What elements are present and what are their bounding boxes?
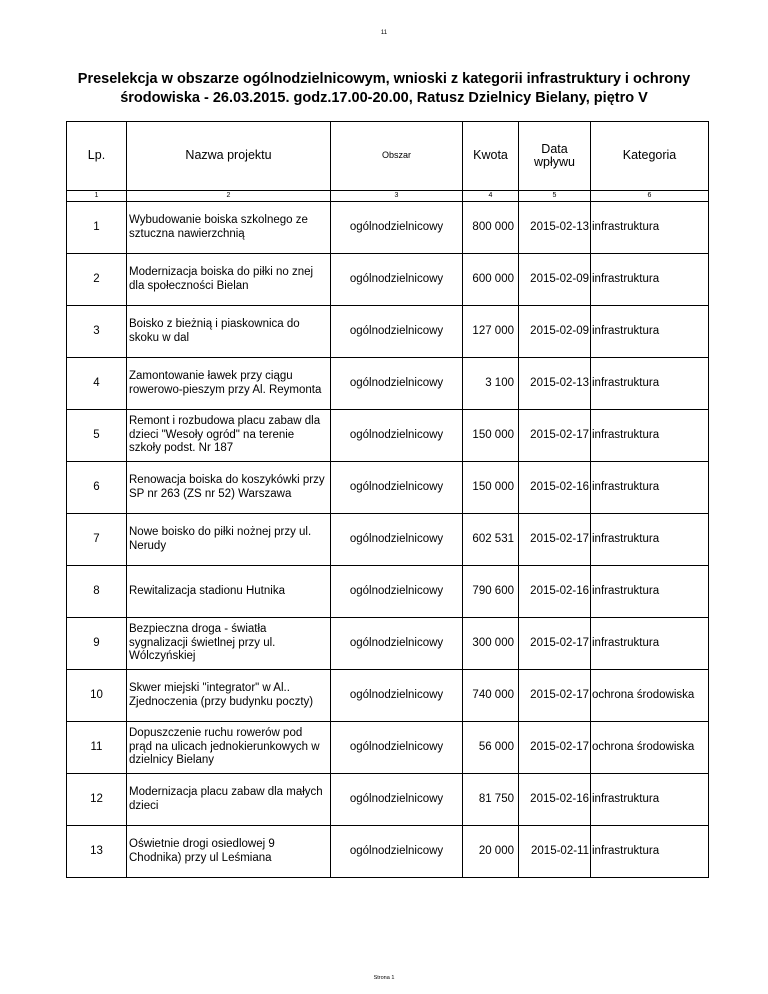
cell-amount: 127 000 [463,306,519,358]
column-number: 1 [67,191,127,202]
table-row [67,670,709,722]
cell-area: ogólnodzielnicowy [331,722,463,774]
cell-project-name: Remont i rozbudowa placu zabaw dla dzieci "Wesoły ogród" na terenie szkoły podst. Nr 187 [127,410,331,462]
cell-amount: 3 100 [463,358,519,410]
cell-category: ochrona środowiska [591,670,709,722]
cell-lp: 1 [67,202,127,254]
cell-amount: 740 000 [463,670,519,722]
cell-category: infrastruktura [591,618,709,670]
cell-area: ogólnodzielnicowy [331,826,463,878]
cell-category: infrastruktura [591,306,709,358]
cell-project-name: Boisko z bieżnią i piaskownica do skoku w dal [127,306,331,358]
cell-date: 2015-02-16 [519,774,591,826]
document-title: Preselekcja w obszarze ogólnodzielnicowym, wnioski z kategorii infrastruktury i ochrony środowiska - 26.03.2015. godz.17.00-20.00, Ratusz Dzielnicy Bielany, piętro V [77,71,691,106]
cell-lp: 8 [67,566,127,618]
cell-category: infrastruktura [591,410,709,462]
table-row [67,514,709,566]
header-lp: Lp. [67,122,127,191]
cell-project-name: Skwer miejski "integrator" w Al.. Zjednoczenia (przy budynku poczty) [127,670,331,722]
cell-project-name: Wybudowanie boiska szkolnego ze sztuczna nawierzchnią [127,202,331,254]
table-row [67,566,709,618]
table-row [67,306,709,358]
cell-area: ogólnodzielnicowy [331,514,463,566]
cell-area: ogólnodzielnicowy [331,306,463,358]
cell-category: infrastruktura [591,358,709,410]
cell-date: 2015-02-13 [519,202,591,254]
cell-project-name: Modernizacja placu zabaw dla małych dzieci [127,774,331,826]
column-number: 6 [591,191,709,202]
cell-amount: 602 531 [463,514,519,566]
cell-area: ogólnodzielnicowy [331,410,463,462]
table-row [67,254,709,306]
cell-project-name: Bezpieczna droga - światła sygnalizacji świetlnej przy ul. Wólczyńskiej [127,618,331,670]
header-name: Nazwa projektu [127,122,331,191]
cell-area: ogólnodzielnicowy [331,254,463,306]
cell-category: infrastruktura [591,774,709,826]
header-amount: Kwota [463,122,519,191]
cell-amount: 150 000 [463,462,519,514]
page-footer: Strona 1 [373,975,395,981]
cell-lp: 11 [67,722,127,774]
cell-project-name: Dopuszczenie ruchu rowerów pod prąd na ulicach jednokierunkowych w dzielnicy Bielany [127,722,331,774]
table-row [67,202,709,254]
cell-lp: 5 [67,410,127,462]
cell-amount: 150 000 [463,410,519,462]
cell-lp: 6 [67,462,127,514]
column-number: 5 [519,191,591,202]
cell-category: infrastruktura [591,462,709,514]
table-row [67,358,709,410]
cell-date: 2015-02-17 [519,514,591,566]
cell-date: 2015-02-09 [519,306,591,358]
column-number-row [67,191,709,202]
cell-category: infrastruktura [591,514,709,566]
cell-amount: 790 600 [463,566,519,618]
cell-category: infrastruktura [591,202,709,254]
cell-area: ogólnodzielnicowy [331,618,463,670]
cell-project-name: Zamontowanie ławek przy ciągu rowerowo-pieszym przy Al. Reymonta [127,358,331,410]
top-page-number: 11 [380,30,388,36]
column-number: 4 [463,191,519,202]
cell-category: ochrona środowiska [591,722,709,774]
cell-amount: 20 000 [463,826,519,878]
cell-project-name: Oświetnie drogi osiedlowej 9 Chodnika) przy ul Leśmiana [127,826,331,878]
cell-date: 2015-02-09 [519,254,591,306]
cell-lp: 10 [67,670,127,722]
cell-date: 2015-02-16 [519,462,591,514]
cell-lp: 3 [67,306,127,358]
cell-date: 2015-02-11 [519,826,591,878]
table-row [67,826,709,878]
table-row [67,774,709,826]
cell-amount: 600 000 [463,254,519,306]
cell-lp: 13 [67,826,127,878]
cell-area: ogólnodzielnicowy [331,202,463,254]
cell-category: infrastruktura [591,566,709,618]
cell-lp: 7 [67,514,127,566]
cell-date: 2015-02-17 [519,618,591,670]
cell-area: ogólnodzielnicowy [331,462,463,514]
cell-lp: 9 [67,618,127,670]
cell-category: infrastruktura [591,826,709,878]
table-row [67,618,709,670]
header-category: Kategoria [591,122,709,191]
cell-project-name: Modernizacja boiska do piłki no znej dla społeczności Bielan [127,254,331,306]
cell-lp: 4 [67,358,127,410]
cell-amount: 81 750 [463,774,519,826]
cell-amount: 800 000 [463,202,519,254]
cell-area: ogólnodzielnicowy [331,774,463,826]
cell-date: 2015-02-17 [519,670,591,722]
cell-date: 2015-02-17 [519,722,591,774]
cell-project-name: Rewitalizacja stadionu Hutnika [127,566,331,618]
column-number: 3 [331,191,463,202]
cell-area: ogólnodzielnicowy [331,566,463,618]
cell-category: infrastruktura [591,254,709,306]
cell-area: ogólnodzielnicowy [331,670,463,722]
cell-project-name: Nowe boisko do piłki nożnej przy ul. Nerudy [127,514,331,566]
cell-project-name: Renowacja boiska do koszykówki przy SP nr 263 (ZS nr 52) Warszawa [127,462,331,514]
cell-lp: 2 [67,254,127,306]
table-row [67,410,709,462]
header-row [67,122,709,191]
cell-date: 2015-02-13 [519,358,591,410]
column-number: 2 [127,191,331,202]
cell-date: 2015-02-17 [519,410,591,462]
projects-table [66,121,709,878]
table-row [67,722,709,774]
cell-date: 2015-02-16 [519,566,591,618]
header-area: Obszar [331,122,463,191]
cell-amount: 300 000 [463,618,519,670]
table-row [67,462,709,514]
cell-amount: 56 000 [463,722,519,774]
cell-lp: 12 [67,774,127,826]
cell-area: ogólnodzielnicowy [331,358,463,410]
header-date: Data wpływu [519,122,591,191]
